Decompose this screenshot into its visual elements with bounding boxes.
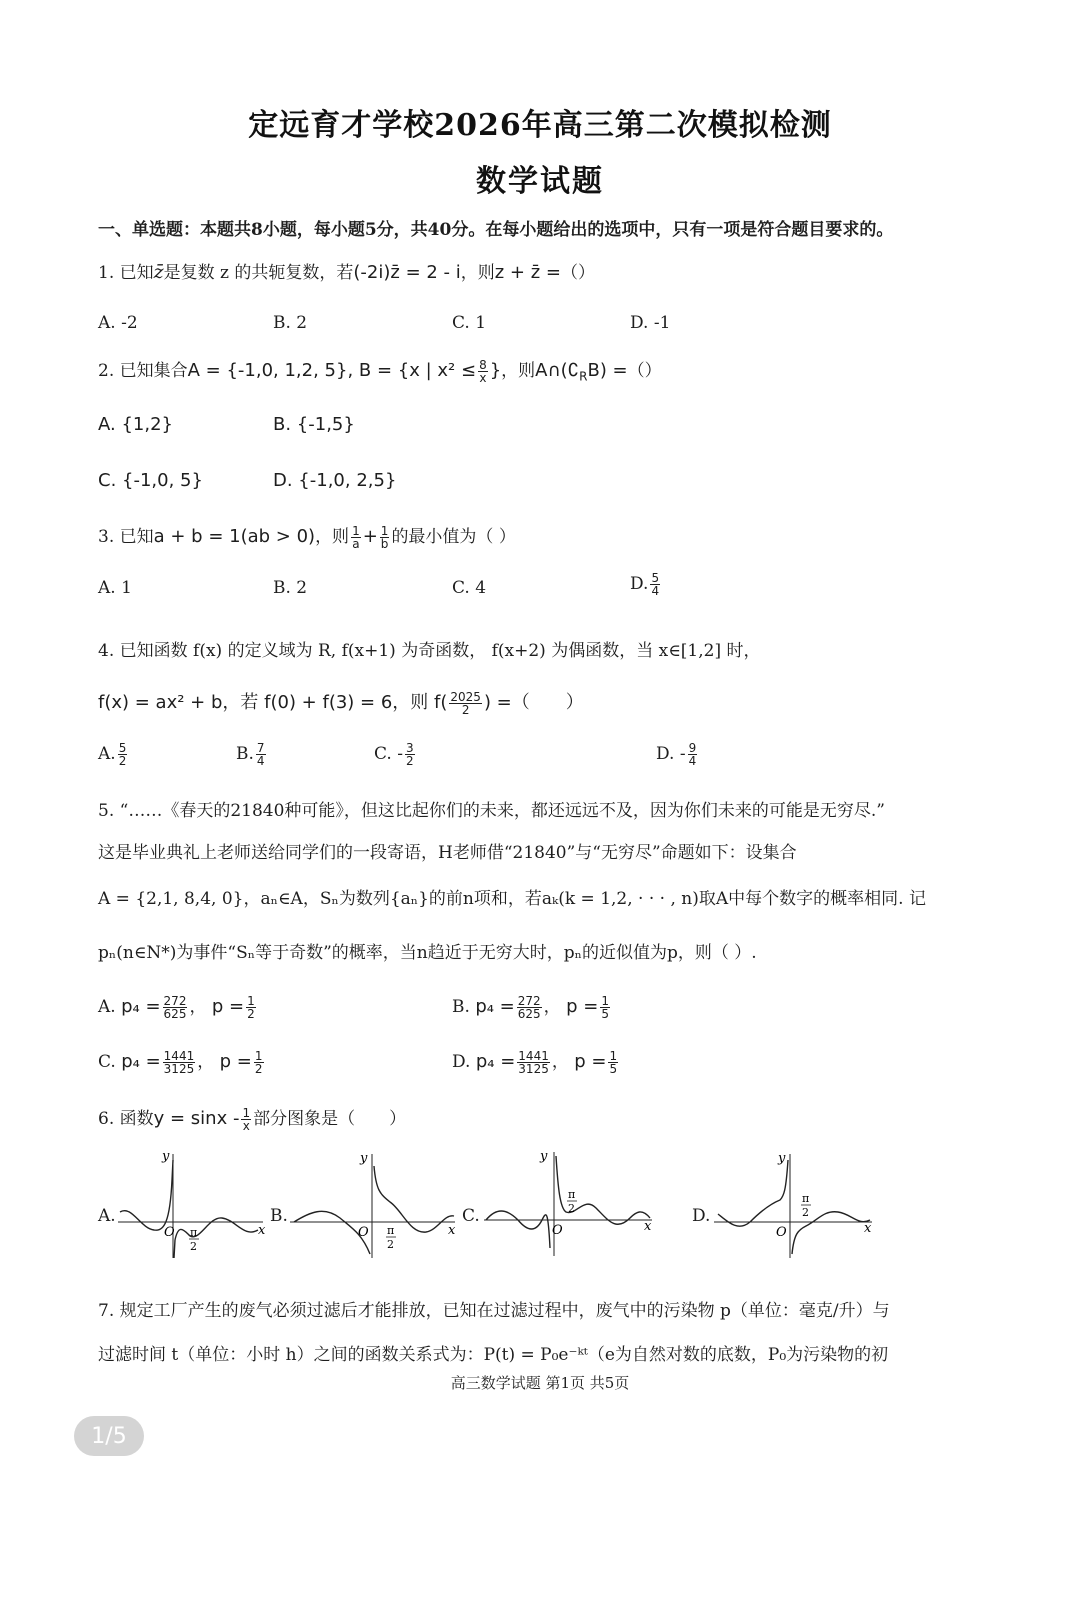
graph-b-origin: O [358, 1225, 369, 1240]
section-header: 一、单选题：本题共8小题，每小题5分，共40分。在每小题给出的选项中，只有一项是符合题目要求的。 [98, 220, 894, 240]
q4-option-b[interactable]: B. $\frac{7}{4}$ [236, 741, 265, 768]
graph-c-y-label: y [540, 1149, 548, 1164]
graph-c-origin: O [552, 1223, 563, 1238]
q6-label-d[interactable]: D. [692, 1206, 711, 1226]
q2-option-d[interactable]: D. {-1,0, 2,5} [273, 470, 397, 491]
question-4-line-1: 4. 已知函数 f(x) 的定义域为 R, f(x+1) 为奇函数， f(x+2) 为偶函数，当 x∈[1,2] 时， [98, 641, 761, 661]
q5-option-b[interactable]: B. p₄ = $\frac{272}{625}$ ， p = $\frac{1}{5}$ [452, 994, 609, 1021]
q6-label-c[interactable]: C. [462, 1206, 480, 1226]
graph-b-pi: π [387, 1224, 395, 1237]
q1-option-c[interactable]: C. 1 [452, 313, 487, 333]
q2-option-b[interactable]: B. {-1,5} [273, 414, 355, 435]
q6-graph-b[interactable] [290, 1150, 460, 1260]
q1-option-d[interactable]: D. -1 [630, 313, 671, 333]
q4-option-d[interactable]: D. - $\frac{9}{4}$ [656, 741, 697, 768]
q3-option-c[interactable]: C. 4 [452, 578, 487, 598]
question-1-stem: 1. 已知z̄是复数 z 的共轭复数，若(-2i)z̄ = 2 - i，则z + z̄ =（） [98, 261, 595, 283]
question-5-line-1: 5. “……《春天的21840种可能》，但这比起你们的未来，都还远远不及，因为你们未来的可能是无穷尽.” [98, 801, 885, 821]
graph-a-x-label: x [258, 1223, 266, 1238]
q6-graph-d[interactable] [714, 1150, 880, 1260]
exam-subtitle: 数学试题 [476, 164, 604, 199]
graph-b-y-label: y [360, 1151, 368, 1166]
graph-a-origin: O [164, 1225, 175, 1240]
q4-option-c[interactable]: C. - $\frac{3}{2}$ [374, 741, 414, 768]
q3-option-d[interactable]: D. $\frac{5}{4}$ [630, 571, 660, 598]
q3-option-a[interactable]: A. 1 [98, 578, 132, 598]
q1-option-b[interactable]: B. 2 [273, 313, 308, 333]
question-7-line-2: 过滤时间 t（单位：小时 h）之间的函数关系式为：P(t) = P₀e⁻ᵏᵗ（e为自然对数的底数，P₀为污染物的初 [98, 1345, 889, 1365]
q1-option-a[interactable]: A. -2 [98, 313, 138, 333]
graph-c-two: 2 [568, 1202, 575, 1215]
question-2-stem: 2. 已知集合A = {-1,0, 1,2, 5}, B = {x | x² ≤ $\frac{8}{x}$ }，则$A\cap(∁_RB)$ =（） [98, 358, 662, 385]
graph-d-y-label: y [778, 1151, 786, 1166]
q6-label-b[interactable]: B. [270, 1206, 288, 1226]
page-indicator[interactable]: 1/5 [74, 1416, 144, 1456]
q4-option-a[interactable]: A. $\frac{5}{2}$ [98, 741, 127, 768]
exam-title: 定远育才学校2026年高三第二次模拟检测 [248, 108, 832, 143]
page-footer: 高三数学试题 第1页 共5页 [450, 1374, 630, 1392]
question-5-line-2: 这是毕业典礼上老师送给同学们的一段寄语，H老师借“21840”与“无穷尽”命题如下：设集合 [98, 843, 797, 863]
q2-option-a[interactable]: A. {1,2} [98, 414, 173, 435]
q3-option-b[interactable]: B. 2 [273, 578, 308, 598]
graph-a-pi: π [190, 1226, 198, 1239]
graph-b-two: 2 [387, 1238, 394, 1251]
graph-d-origin: O [776, 1225, 787, 1240]
graph-c-pi: π [568, 1188, 576, 1201]
graph-d-x-label: x [864, 1221, 872, 1236]
question-5-line-3: A = {2,1, 8,4, 0}，aₙ∈A，Sₙ为数列{aₙ}的前n项和，若aₖ(k = 1,2, · · · , n)取A中每个数字的概率相同. 记 [98, 889, 926, 909]
question-7-line-1: 7. 规定工厂产生的废气必须过滤后才能排放，已知在过滤过程中，废气中的污染物 p（单位：毫克/升）与 [98, 1301, 890, 1321]
q6-graph-c[interactable] [484, 1148, 664, 1258]
q5-option-d[interactable]: D. p₄ = $\frac{1441}{3125}$ ， p = $\frac{1}{5}$ [452, 1049, 618, 1076]
q5-option-a[interactable]: A. p₄ = $\frac{272}{625}$ ， p = $\frac{1}{2}$ [98, 994, 255, 1021]
q5-option-c[interactable]: C. p₄ = $\frac{1441}{3125}$ ， p = $\frac{1}{2}$ [98, 1049, 263, 1076]
q6-graph-a[interactable] [118, 1150, 268, 1260]
question-4-line-2: f(x) = ax² + b，若 f(0) + f(3) = 6，则 f( $\frac{2025}{2}$ ) =（ ） [98, 690, 584, 717]
graph-a-two: 2 [190, 1240, 197, 1253]
graph-d-pi: π [802, 1192, 810, 1205]
graph-d-two: 2 [802, 1206, 809, 1219]
q6-label-a[interactable]: A. [98, 1206, 116, 1226]
q2-option-c[interactable]: C. {-1,0, 5} [98, 470, 203, 491]
graph-c-x-label: x [644, 1219, 652, 1234]
graph-b-x-label: x [448, 1223, 456, 1238]
question-5-line-4: pₙ(n∈N*)为事件“Sₙ等于奇数”的概率，当n趋近于无穷大时，pₙ的近似值为p，则（ ）. [98, 943, 757, 963]
question-6-stem: 6. 函数y = sinx - $\frac{1}{x}$ 部分图象是（ ） [98, 1106, 407, 1133]
question-3-stem: 3. 已知a + b = 1(ab > 0)，则 $\frac{1}{a}$ + $\frac{1}{b}$ 的最小值为（ ） [98, 524, 516, 551]
graph-a-y-label: y [162, 1150, 170, 1164]
